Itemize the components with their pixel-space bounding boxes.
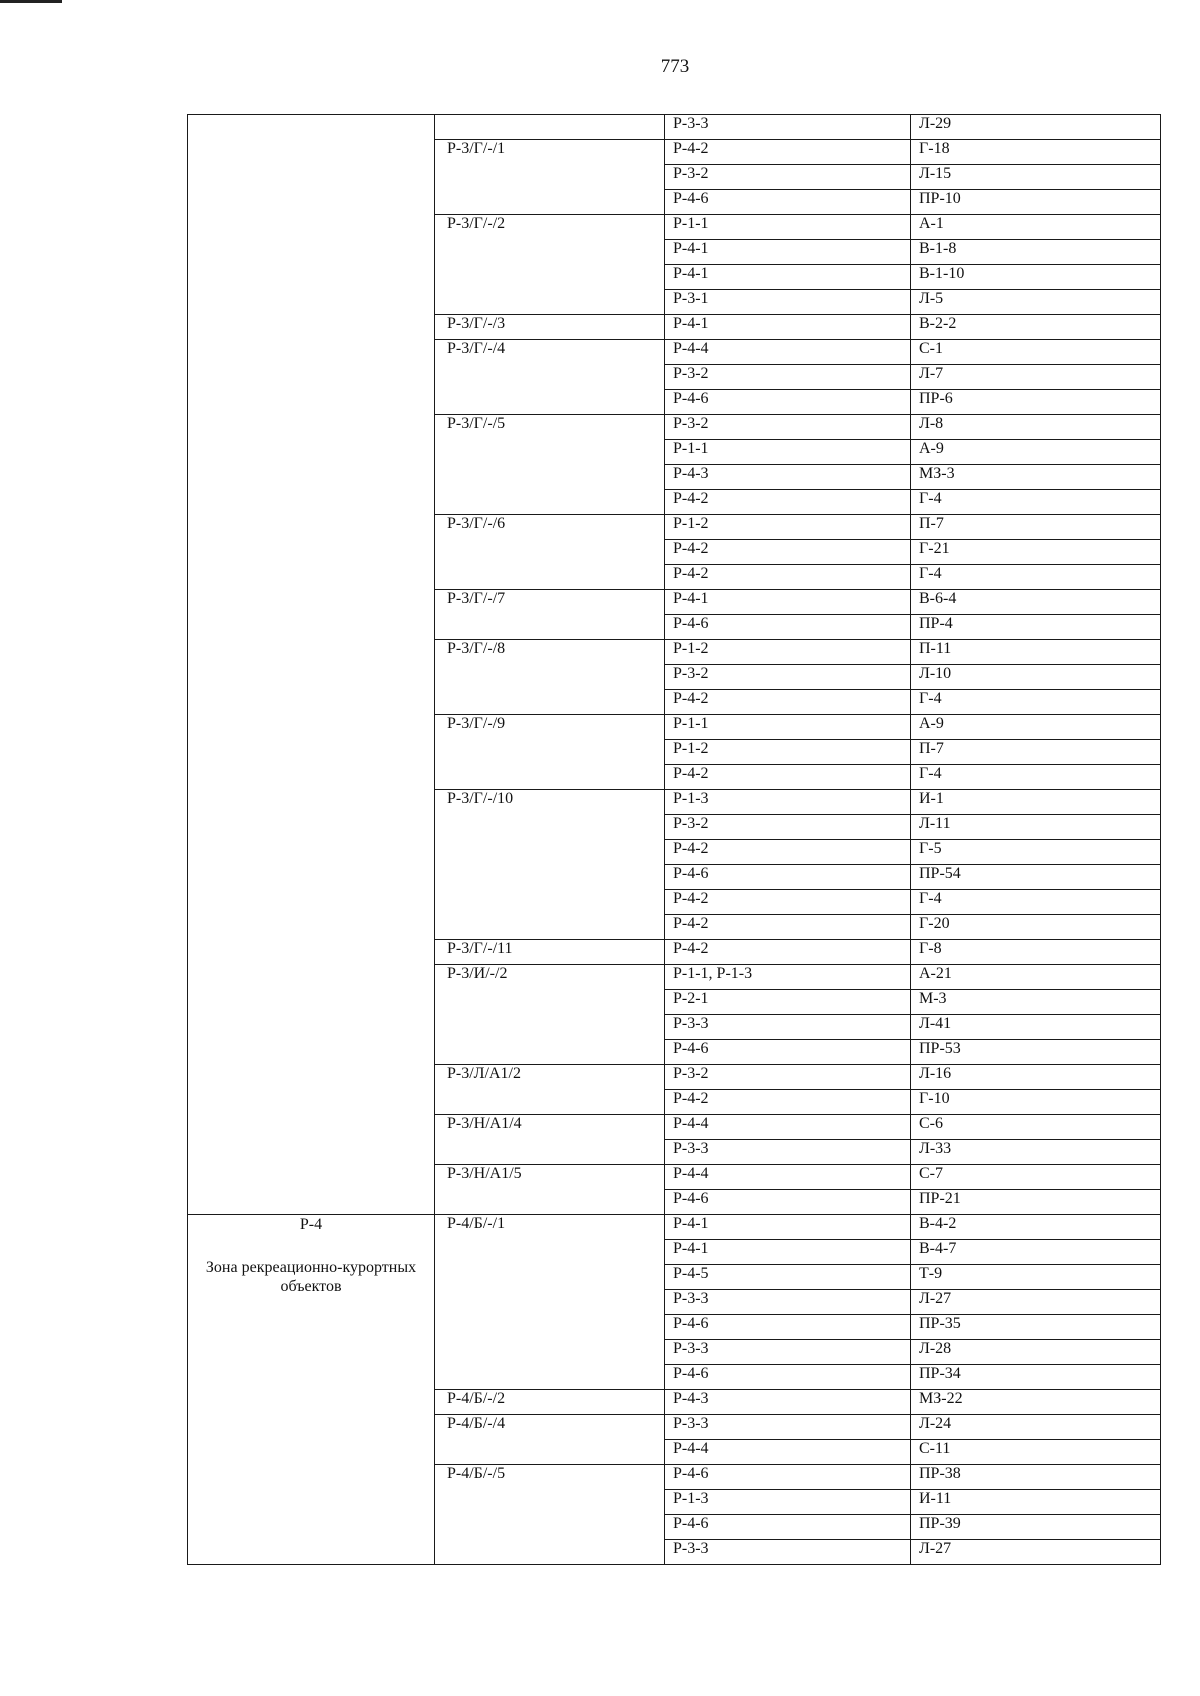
object-code-cell: А-9 [911,440,1161,465]
use-code-cell: Р-3-2 [665,815,911,840]
object-code-cell: Г-4 [911,765,1161,790]
object-code-cell: В-1-8 [911,240,1161,265]
object-code-cell: Т-9 [911,1265,1161,1290]
use-code-cell: Р-3-2 [665,1065,911,1090]
object-code-cell: А-9 [911,715,1161,740]
object-code-cell: Г-8 [911,940,1161,965]
object-code-cell: Л-5 [911,290,1161,315]
use-code-cell: Р-4-2 [665,690,911,715]
use-code-cell: Р-4-1 [665,1215,911,1240]
subzone-cell: Р-3/Г/-/1 [435,140,665,215]
use-code-cell: Р-4-1 [665,240,911,265]
object-code-cell: Г-4 [911,890,1161,915]
use-code-cell: Р-4-6 [665,190,911,215]
object-code-cell: Л-15 [911,165,1161,190]
subzone-cell: Р-4/Б/-/2 [435,1390,665,1415]
subzone-cell: Р-4/Б/-/4 [435,1415,665,1465]
zone-cell [188,1215,435,1565]
subzone-cell: Р-3/Г/-/4 [435,340,665,415]
object-code-cell: ПР-54 [911,865,1161,890]
subzone-cell: Р-4/Б/-/5 [435,1465,665,1565]
use-code-cell: Р-4-6 [665,1315,911,1340]
subzone-cell: Р-3/Г/-/2 [435,215,665,315]
object-code-cell: Л-29 [911,115,1161,140]
object-code-cell: И-1 [911,790,1161,815]
subzone-cell: Р-3/Г/-/11 [435,940,665,965]
subzone-cell: Р-3/Г/-/6 [435,515,665,590]
use-code-cell: Р-4-1 [665,1240,911,1265]
object-code-cell: Г-4 [911,690,1161,715]
object-code-cell: Л-11 [911,815,1161,840]
subzone-cell: Р-3/Г/-/3 [435,315,665,340]
use-code-cell: Р-4-6 [665,1365,911,1390]
object-code-cell: ПР-34 [911,1365,1161,1390]
object-code-cell: В-4-7 [911,1240,1161,1265]
use-code-cell: Р-4-6 [665,1465,911,1490]
use-code-cell: Р-4-2 [665,565,911,590]
use-code-cell: Р-3-3 [665,1140,911,1165]
subzone-cell: Р-3/Г/-/5 [435,415,665,515]
object-code-cell: ПР-21 [911,1190,1161,1215]
object-code-cell: Л-24 [911,1415,1161,1440]
object-code-cell: Л-8 [911,415,1161,440]
object-code-cell: Г-10 [911,1090,1161,1115]
subzone-cell: Р-3/Н/А1/4 [435,1115,665,1165]
object-code-cell: В-1-10 [911,265,1161,290]
use-code-cell: Р-4-5 [665,1265,911,1290]
use-code-cell: Р-4-1 [665,315,911,340]
use-code-cell: Р-1-2 [665,740,911,765]
subzone-cell: Р-3/Г/-/9 [435,715,665,790]
object-code-cell: Л-10 [911,665,1161,690]
use-code-cell: Р-3-1 [665,290,911,315]
zoning-table-body [188,115,1161,1565]
object-code-cell: Г-4 [911,490,1161,515]
object-code-cell: М-3 [911,990,1161,1015]
use-code-cell: Р-4-4 [665,340,911,365]
object-code-cell: Л-7 [911,365,1161,390]
use-code-cell: Р-1-1, Р-1-3 [665,965,911,990]
object-code-cell: ПР-53 [911,1040,1161,1065]
use-code-cell: Р-1-2 [665,640,911,665]
object-code-cell: МЗ-22 [911,1390,1161,1415]
use-code-cell: Р-1-2 [665,515,911,540]
object-code-cell: И-11 [911,1490,1161,1515]
use-code-cell: Р-2-1 [665,990,911,1015]
object-code-cell: Г-21 [911,540,1161,565]
use-code-cell: Р-4-1 [665,590,911,615]
object-code-cell: Л-27 [911,1540,1161,1565]
use-code-cell: Р-1-3 [665,790,911,815]
use-code-cell: Р-3-3 [665,1540,911,1565]
use-code-cell: Р-4-2 [665,840,911,865]
zone-cell [188,115,435,1215]
object-code-cell: П-7 [911,740,1161,765]
object-code-cell: Л-28 [911,1340,1161,1365]
use-code-cell: Р-3-2 [665,665,911,690]
subzone-cell: Р-3/Л/А1/2 [435,1065,665,1115]
subzone-cell: Р-3/Г/-/8 [435,640,665,715]
use-code-cell: Р-4-6 [665,390,911,415]
object-code-cell: Л-16 [911,1065,1161,1090]
use-code-cell: Р-3-3 [665,1340,911,1365]
use-code-cell: Р-4-2 [665,765,911,790]
subzone-cell: Р-3/И/-/2 [435,965,665,1065]
use-code-cell: Р-4-2 [665,1090,911,1115]
use-code-cell: Р-4-3 [665,1390,911,1415]
subzone-cell: Р-3/Н/А1/5 [435,1165,665,1215]
object-code-cell: Г-20 [911,915,1161,940]
object-code-cell: П-11 [911,640,1161,665]
object-code-cell: П-7 [911,515,1161,540]
object-code-cell: В-2-2 [911,315,1161,340]
use-code-cell: Р-4-4 [665,1165,911,1190]
use-code-cell: Р-3-2 [665,165,911,190]
object-code-cell: Г-18 [911,140,1161,165]
use-code-cell: Р-1-3 [665,1490,911,1515]
use-code-cell: Р-4-6 [665,615,911,640]
use-code-cell: Р-4-4 [665,1440,911,1465]
object-code-cell: С-1 [911,340,1161,365]
zone-description: Зона рекреационно-курортных объектов [205,1259,417,1295]
object-code-cell: МЗ-3 [911,465,1161,490]
object-code-cell: С-7 [911,1165,1161,1190]
use-code-cell: Р-1-1 [665,215,911,240]
use-code-cell: Р-4-2 [665,940,911,965]
subzone-cell [435,115,665,140]
object-code-cell: ПР-35 [911,1315,1161,1340]
object-code-cell: Г-4 [911,565,1161,590]
use-code-cell: Р-4-6 [665,1515,911,1540]
page-number: 773 [660,56,690,77]
table-row [188,1215,1161,1240]
use-code-cell: Р-4-3 [665,465,911,490]
subzone-cell: Р-4/Б/-/1 [435,1215,665,1390]
use-code-cell: Р-4-2 [665,490,911,515]
use-code-cell: Р-1-1 [665,440,911,465]
subzone-cell: Р-3/Г/-/7 [435,590,665,640]
object-code-cell: ПР-6 [911,390,1161,415]
use-code-cell: Р-4-6 [665,865,911,890]
use-code-cell: Р-3-3 [665,1415,911,1440]
object-code-cell: С-11 [911,1440,1161,1465]
use-code-cell: Р-4-2 [665,140,911,165]
zoning-table [187,114,1161,1565]
object-code-cell: ПР-10 [911,190,1161,215]
use-code-cell: Р-4-2 [665,915,911,940]
use-code-cell: Р-3-3 [665,1290,911,1315]
object-code-cell: ПР-4 [911,615,1161,640]
object-code-cell: Л-27 [911,1290,1161,1315]
use-code-cell: Р-3-3 [665,1015,911,1040]
use-code-cell: Р-4-2 [665,540,911,565]
use-code-cell: Р-1-1 [665,715,911,740]
object-code-cell: А-1 [911,215,1161,240]
table-row [188,115,1161,140]
object-code-cell: В-4-2 [911,1215,1161,1240]
object-code-cell: С-6 [911,1115,1161,1140]
use-code-cell: Р-3-2 [665,365,911,390]
subzone-cell: Р-3/Г/-/10 [435,790,665,940]
use-code-cell: Р-4-2 [665,890,911,915]
object-code-cell: А-21 [911,965,1161,990]
object-code-cell: Л-33 [911,1140,1161,1165]
use-code-cell: Р-3-2 [665,415,911,440]
object-code-cell: Г-5 [911,840,1161,865]
use-code-cell: Р-4-6 [665,1040,911,1065]
object-code-cell: ПР-39 [911,1515,1161,1540]
object-code-cell: ПР-38 [911,1465,1161,1490]
object-code-cell: Л-41 [911,1015,1161,1040]
scan-corner-mark [0,0,62,3]
object-code-cell: В-6-4 [911,590,1161,615]
use-code-cell: Р-3-3 [665,115,911,140]
use-code-cell: Р-4-6 [665,1190,911,1215]
use-code-cell: Р-4-4 [665,1115,911,1140]
zone-code: Р-4 [299,1216,323,1233]
use-code-cell: Р-4-1 [665,265,911,290]
